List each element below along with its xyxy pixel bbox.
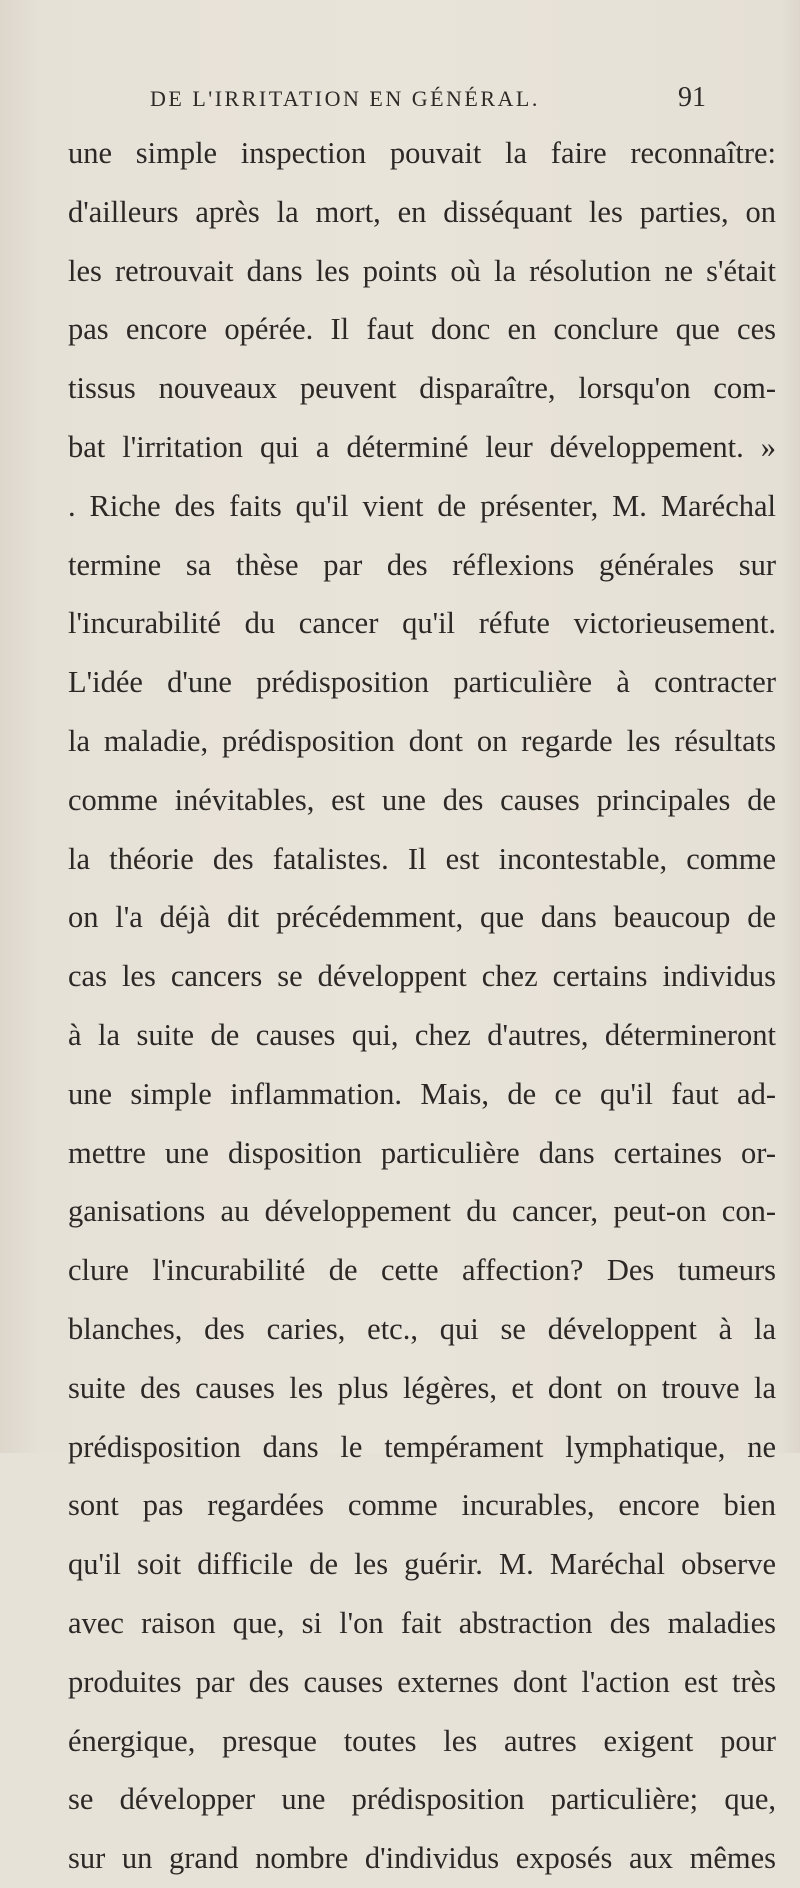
text-line: on l'a déjà dit précédemment, que dans beaucoup de bbox=[68, 900, 776, 935]
text-line: avec raison que, si l'on fait abstraction des maladies bbox=[68, 1605, 776, 1640]
text-line: prédisposition dans le tempérament lymphatique, ne bbox=[68, 1429, 776, 1464]
text-line: . Riche des faits qu'il vient de présenter, M. Maréchal bbox=[68, 488, 776, 523]
text-line: termine sa thèse par des réflexions générales sur bbox=[68, 547, 776, 582]
text-line: pas encore opérée. Il faut donc en conclure que ces bbox=[68, 312, 776, 347]
text-line: L'idée d'une prédisposition particulière à contracter bbox=[68, 665, 776, 700]
text-line: une simple inspection pouvait la faire reconnaître: bbox=[68, 136, 776, 170]
text-line: sont pas regardées comme incurables, encore bien bbox=[68, 1488, 776, 1523]
text-line: tissus nouveaux peuvent disparaître, lorsqu'on com- bbox=[68, 371, 776, 406]
text-line: ganisations au développement du cancer, peut-on con- bbox=[68, 1194, 776, 1229]
body-text bbox=[68, 124, 776, 1888]
text-line: énergique, presque toutes les autres exigent pour bbox=[68, 1723, 776, 1758]
text-line: la maladie, prédisposition dont on regarde les résultats bbox=[68, 723, 776, 758]
text-line: bat l'irritation qui a déterminé leur développement. » bbox=[68, 429, 776, 464]
text-line: les retrouvait dans les points où la résolution ne s'était bbox=[68, 253, 776, 288]
text-line: cas les cancers se développent chez certains individus bbox=[68, 959, 776, 994]
text-line: à la suite de causes qui, chez d'autres, détermineront bbox=[68, 1017, 776, 1052]
text-line: se développer une prédisposition particulière; que, bbox=[68, 1782, 776, 1817]
text-line: produites par des causes externes dont l'action est très bbox=[68, 1664, 776, 1699]
text-line: qu'il soit difficile de les guérir. M. Maréchal observe bbox=[68, 1547, 776, 1582]
text-line: d'ailleurs après la mort, en disséquant les parties, on bbox=[68, 194, 776, 229]
running-head: DE L'IRRITATION EN GÉNÉRAL. bbox=[150, 86, 540, 111]
text-line: blanches, des caries, etc., qui se développent à la bbox=[68, 1311, 776, 1346]
text-line: mettre une disposition particulière dans certaines or- bbox=[68, 1135, 776, 1170]
text-line: suite des causes les plus légères, et dont on trouve la bbox=[68, 1370, 776, 1405]
text-line: sur un grand nombre d'individus exposés aux mêmes bbox=[68, 1841, 776, 1876]
page-number: 91 bbox=[678, 82, 706, 113]
text-line: la théorie des fatalistes. Il est incontestable, comme bbox=[68, 841, 776, 876]
text-line: comme inévitables, est une des causes principales de bbox=[68, 782, 776, 817]
text-line: clure l'incurabilité de cette affection? Des tumeurs bbox=[68, 1253, 776, 1288]
text-line: l'incurabilité du cancer qu'il réfute victorieusement. bbox=[68, 606, 776, 641]
text-line: une simple inflammation. Mais, de ce qu'il faut ad- bbox=[68, 1076, 776, 1111]
